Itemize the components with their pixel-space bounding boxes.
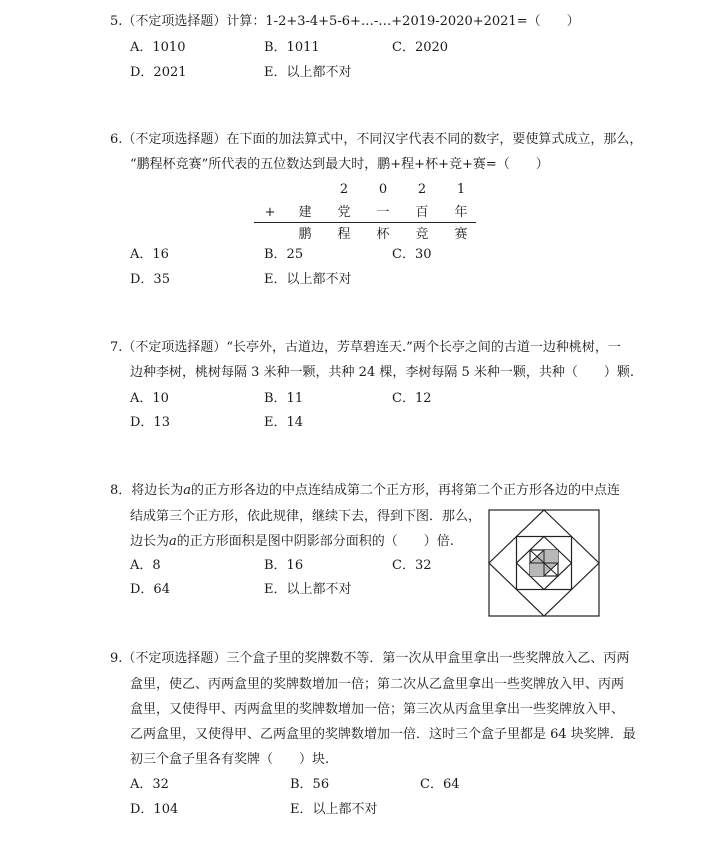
q8-stem-line-1: [110, 482, 620, 500]
q7-stem-line-2: 边种李树，桃树每隔 3 米种一颗，共种 24 棵，李树每隔 5 米种一颗，共种（ ）颗.: [130, 365, 635, 380]
eq-row2-char: 百: [415, 205, 429, 220]
q7-option-e[interactable]: E．14: [264, 415, 304, 430]
eq-row2-char: 一: [376, 205, 390, 220]
q7-option-a[interactable]: A．10: [130, 391, 169, 406]
eq-row2-char: 年: [454, 205, 468, 220]
eq-row1-digit: 1: [456, 182, 466, 197]
q9-option-b[interactable]: B．56: [290, 777, 330, 792]
q9-option-e[interactable]: E．以上都不对: [290, 802, 378, 817]
eq-row2-char: 党: [337, 205, 351, 220]
shaded-region: [544, 550, 558, 563]
q7-option-b[interactable]: B．11: [264, 391, 304, 406]
q9-stem-line-1: 9.（不定项选择题）三个盒子里的奖牌数不等．第一次从甲盒里拿出一些奖牌放入乙、丙两: [110, 651, 630, 666]
q8-text: 的正方形面积是图中阴影部分面积的（ ）倍.: [176, 534, 454, 549]
eq-row1-digit: 2: [417, 182, 427, 197]
q7-option-c[interactable]: C．12: [392, 391, 432, 406]
q8-option-c[interactable]: C．32: [392, 558, 432, 573]
q9-stem-line-2: 盒里，使乙、丙两盒里的奖牌数增加一倍；第二次从乙盒里拿出一些奖牌放入甲、丙两: [130, 677, 625, 692]
q5-option-a[interactable]: A．1010: [130, 40, 186, 55]
q6-option-b[interactable]: B．25: [264, 247, 304, 262]
q8-text: 8．将边长为: [110, 483, 184, 498]
eq-plus-sign: +: [264, 205, 276, 220]
eq-row3-char: 赛: [454, 227, 468, 242]
eq-sum-rule: [254, 222, 476, 223]
side-length-variable: a: [183, 483, 192, 498]
q6-stem-line-1: 6.（不定项选择题）在下面的加法算式中，不同汉字代表不同的数字，要使算式成立，那么，: [110, 132, 643, 147]
q6-option-d[interactable]: D．35: [130, 272, 170, 287]
eq-row3-char: 程: [337, 227, 351, 242]
q7-stem-line-1: 7.（不定项选择题）“长亭外，古道边，芳草碧连天.”两个长亭之间的古道一边种桃树，一: [110, 340, 621, 355]
q9-option-a[interactable]: A．32: [130, 777, 169, 792]
q9-stem-line-5: 初三个盒子里各有奖牌（ ）块.: [130, 752, 330, 767]
q8-option-b[interactable]: B．16: [264, 558, 304, 573]
nested-squares-figure: [487, 507, 603, 619]
q6-option-e[interactable]: E．以上都不对: [264, 272, 352, 287]
eq-row3-char: 竞: [415, 227, 429, 242]
q8-option-d[interactable]: D．64: [130, 582, 170, 597]
q8-stem-line-2: 结成第三个正方形，依此规律，继续下去，得到下图．那么，: [130, 509, 482, 524]
q9-option-d[interactable]: D．104: [130, 802, 179, 817]
q9-stem-line-3: 盒里，又使得甲、丙两盒里的奖牌数增加一倍；第三次从丙盒里拿出一些奖牌放入甲、: [130, 702, 625, 717]
q8-option-e[interactable]: E．以上都不对: [264, 582, 352, 597]
q8-text: 边长为: [130, 534, 170, 549]
q9-option-c[interactable]: C．64: [420, 777, 460, 792]
eq-row1-digit: 0: [378, 182, 388, 197]
q8-option-a[interactable]: A．8: [130, 558, 161, 573]
eq-row1-digit: 2: [339, 182, 349, 197]
q5-option-e[interactable]: E．以上都不对: [264, 65, 352, 80]
q6-option-a[interactable]: A．16: [130, 247, 169, 262]
q8-text: 的正方形各边的中点连结成第二个正方形，再将第二个正方形各边的中点连: [191, 483, 621, 498]
q5-option-d[interactable]: D．2021: [130, 65, 187, 80]
q8-stem-line-3: [130, 533, 454, 551]
q5-option-b[interactable]: B．1011: [264, 40, 320, 55]
side-length-variable: a: [169, 534, 177, 549]
q5-stem: 5.（不定项选择题）计算：1-2+3-4+5-6+…-…+2019-2020+2021=（ ）: [110, 14, 580, 29]
q6-stem-line-2: “鹏程杯竞赛”所代表的五位数达到最大时，鹏+程+杯+竞+赛=（ ）: [130, 157, 549, 172]
shaded-region: [530, 563, 544, 576]
q7-option-d[interactable]: D．13: [130, 415, 170, 430]
q9-stem-line-4: 乙两盒里，又使得甲、乙两盒里的奖牌数增加一倍．这时三个盒子里都是 64 块奖牌．最: [130, 727, 636, 742]
eq-row3-char: 鹏: [298, 227, 312, 242]
q5-option-c[interactable]: C．2020: [392, 40, 449, 55]
eq-row3-char: 杯: [376, 227, 390, 242]
q6-option-c[interactable]: C．30: [392, 247, 432, 262]
eq-row2-char: 建: [298, 205, 312, 220]
